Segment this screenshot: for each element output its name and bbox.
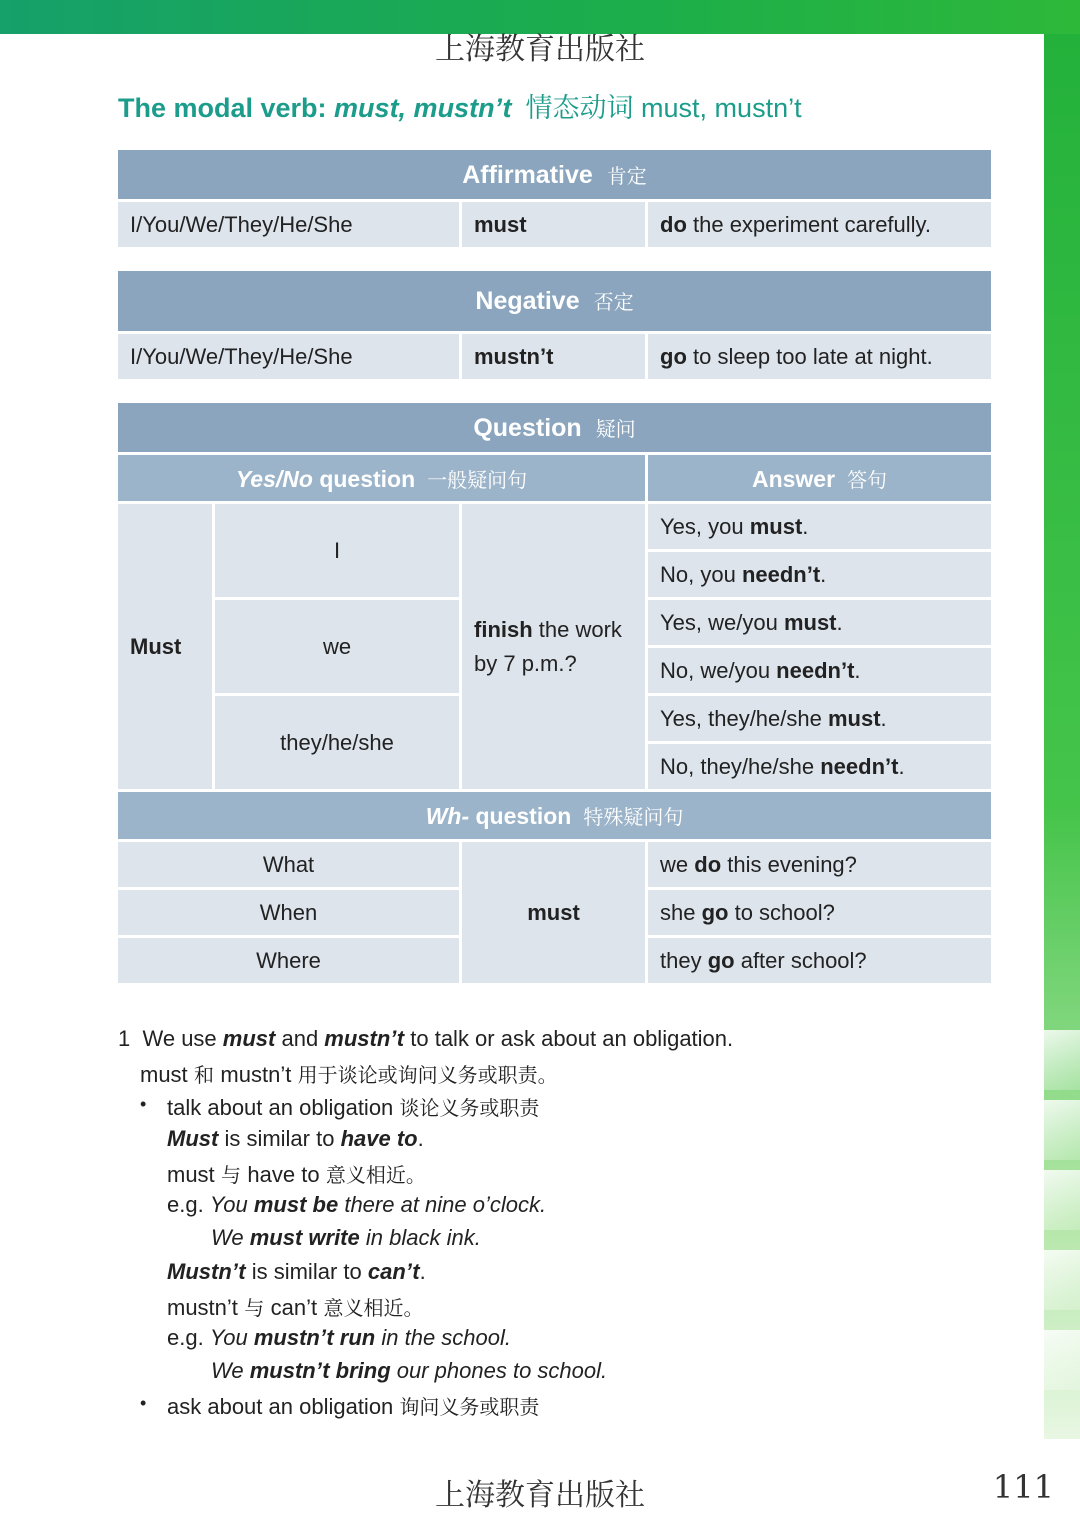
wh-word: Where: [118, 938, 462, 986]
similar-mustnt: Mustn’t is similar to can’t.: [167, 1259, 426, 1284]
side-stripe: [1044, 1330, 1080, 1390]
answer-row: No, you needn’t.: [648, 552, 991, 600]
title-cn: 情态动词 must, mustn’t: [525, 93, 802, 123]
question-header: Question 疑问: [118, 403, 991, 455]
affirmative-modal: must: [462, 202, 648, 250]
question-subject: I: [215, 504, 462, 600]
wh-predicate: they go after school?: [648, 938, 991, 986]
page-number: 111: [992, 1468, 1054, 1506]
bullet-icon: •: [140, 1393, 147, 1413]
side-stripe: [1044, 1250, 1080, 1310]
answer-row: Yes, they/he/she must.: [648, 696, 991, 744]
bullet-icon: •: [140, 1094, 147, 1114]
negative-modal: mustn’t: [462, 334, 648, 382]
negative-subject: I/You/We/They/He/She: [118, 334, 462, 382]
question-table: [118, 403, 991, 986]
note-1: 1 We use must and mustn’t to talk or ask about an obligation.: [118, 1026, 734, 1051]
wh-word: When: [118, 890, 462, 938]
example-3: e.g. You mustn’t run in the school.: [167, 1325, 511, 1350]
question-subject: we: [215, 600, 462, 696]
publisher-header: 上海教育出版社: [435, 32, 645, 67]
similar-must: Must is similar to have to.: [167, 1126, 424, 1151]
wh-word: What: [118, 842, 462, 890]
affirmative-subject: I/You/We/They/He/She: [118, 202, 462, 250]
example-2: We must write in black ink.: [211, 1225, 481, 1250]
title-italic: must, mustn’t: [334, 93, 512, 123]
note-1-cn: must 和 mustn’t 用于谈论或询问义务或职责。: [140, 1062, 558, 1087]
wh-predicate: she go to school?: [648, 890, 991, 938]
publisher-footer: 上海教育出版社: [435, 1478, 645, 1513]
side-stripe: [1044, 1170, 1080, 1230]
negative-predicate: go to sleep too late at night.: [648, 334, 991, 382]
similar-must-cn: must 与 have to 意义相近。: [167, 1162, 426, 1187]
title-prefix: The modal verb:: [118, 93, 335, 123]
negative-header: Negative 否定: [118, 271, 991, 334]
answer-row: Yes, we/you must.: [648, 600, 991, 648]
answer-row: No, they/he/she needn’t.: [648, 744, 991, 792]
question-modal: Must: [118, 504, 215, 792]
answer-row: No, we/you needn’t.: [648, 648, 991, 696]
question-predicate: finish the work by 7 p.m.?: [462, 504, 648, 792]
answer-header: Answer 答句: [648, 455, 991, 504]
wh-predicate: we do this evening?: [648, 842, 991, 890]
example-1: e.g. You must be there at nine o’clock.: [167, 1192, 547, 1217]
side-stripe: [1044, 1100, 1080, 1160]
similar-mustnt-cn: mustn’t 与 can’t 意义相近。: [167, 1295, 424, 1320]
question-subject: they/he/she: [215, 696, 462, 792]
affirmative-header: Affirmative 肯定: [118, 150, 991, 202]
side-stripe: [1044, 1030, 1080, 1090]
bullet-ask: ask about an obligation 询问义务或职责: [167, 1394, 540, 1419]
negative-table: [118, 271, 991, 382]
answer-row: Yes, you must.: [648, 504, 991, 552]
affirmative-table: [118, 150, 991, 250]
bullet-talk: talk about an obligation 谈论义务或职责: [167, 1095, 540, 1120]
wh-modal: must: [462, 842, 648, 986]
wh-header: Wh- question 特殊疑问句: [118, 792, 991, 842]
example-4: We mustn’t bring our phones to school.: [211, 1358, 608, 1383]
affirmative-predicate: do the experiment carefully.: [648, 202, 991, 250]
page-title: [118, 86, 802, 125]
yesno-header: Yes/No question 一般疑问句: [118, 455, 648, 504]
